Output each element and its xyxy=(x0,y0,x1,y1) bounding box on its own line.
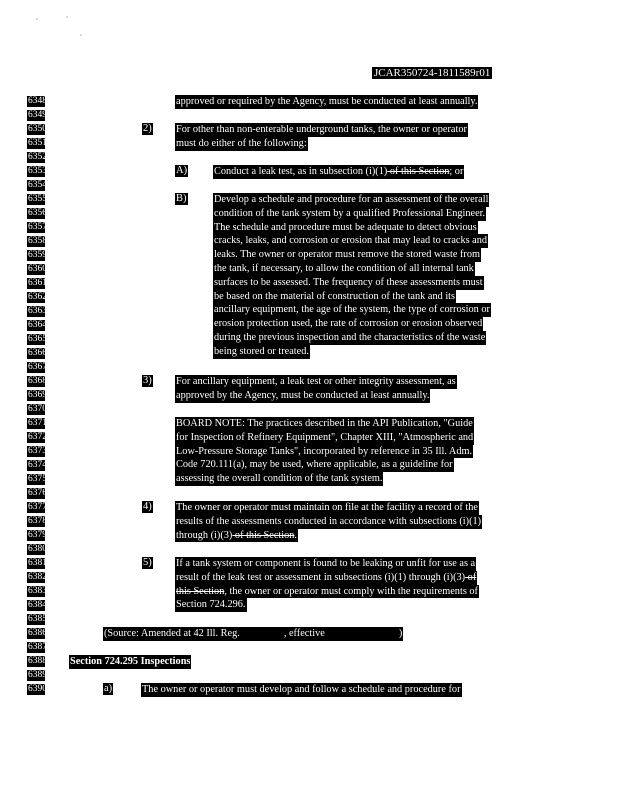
line-number: 6353 xyxy=(28,166,47,176)
text-line: approved by the Agency, must be conducted at least annually. xyxy=(176,389,430,401)
item-4-text xyxy=(175,501,535,542)
line-number: 6367 xyxy=(28,362,47,372)
line-number: 6383 xyxy=(28,586,47,596)
struck-text: of this Section xyxy=(232,529,295,541)
text-line: Code 720.111(a), may be used, where applicable, as a guideline for xyxy=(176,459,453,471)
item-a-text xyxy=(141,683,521,697)
text-run: ; or xyxy=(449,166,464,177)
document-id-header: JCAR350724-1811589r01 xyxy=(374,67,491,79)
item-marker: 2) xyxy=(143,123,152,134)
text-line: Low-Pressure Storage Tanks", incorporated by reference in 35 Ill. Adm. xyxy=(176,445,473,457)
text-line: leaks. The owner or operator must remove the stored waste from xyxy=(214,249,481,261)
text-line: The owner or operator must maintain on file at the facility a record of the xyxy=(176,502,478,513)
item-marker: a) xyxy=(104,683,113,694)
text-line: cracks, leaks, and corrosion or erosion that may lead to cracks and xyxy=(214,235,488,247)
line-number: 6376 xyxy=(28,488,47,498)
text-line xyxy=(213,165,464,179)
text-line: assessing the overall condition of the tank system. xyxy=(176,473,383,485)
text-run: (Source: Amended at 42 Ill. Reg. xyxy=(104,628,240,639)
text-run: , effective xyxy=(283,628,325,639)
item-marker: 3) xyxy=(143,375,152,386)
line-number: 6372 xyxy=(28,432,47,442)
line-number: 6354 xyxy=(28,180,47,190)
line-number: 6357 xyxy=(28,222,47,232)
line-number: 6350 xyxy=(28,124,47,134)
text-line: For other than non-enterable underground tanks, the owner or operator xyxy=(176,124,467,135)
text-run: , the owner or operator must comply with the requirements of xyxy=(224,585,478,597)
item-3-text xyxy=(175,375,535,403)
text-line: during the previous inspection and the characteristics of the waste xyxy=(214,331,486,343)
item-marker: B) xyxy=(176,193,187,204)
text-run: result of the leak test or assessment in subsections (i)(1) through (i)(3) xyxy=(176,571,466,583)
text-line: be based on the material of construction of the tank and its xyxy=(214,290,456,302)
line-number: 6368 xyxy=(28,376,47,386)
line-number: 6390 xyxy=(28,684,47,694)
text-line: approved or required by the Agency, must be conducted at least annually. xyxy=(176,96,478,107)
text-line: being stored or treated. xyxy=(214,345,309,357)
line-number: 6371 xyxy=(28,418,47,428)
item-2b-text xyxy=(213,193,543,359)
line-number: 6387 xyxy=(28,642,47,652)
text-line: Develop a schedule and procedure for an assessment of the overall xyxy=(214,194,489,205)
line-number: 6380 xyxy=(28,544,47,554)
heading-text: Section 724.295 Inspections xyxy=(70,656,191,667)
line-number: 6373 xyxy=(28,446,47,456)
line-number: 6364 xyxy=(28,320,47,330)
line-number: 6374 xyxy=(28,460,47,470)
item-marker: 4) xyxy=(143,501,152,512)
text-line: must do either of the following: xyxy=(176,137,307,149)
source-note xyxy=(103,627,443,641)
text-line: ancillary equipment, the age of the system, the type of corrosion or xyxy=(214,304,490,316)
line-number: 6388 xyxy=(28,656,47,666)
struck-text: this Section xyxy=(176,585,225,597)
line-number: 6379 xyxy=(28,530,47,540)
line-number: 6389 xyxy=(28,670,47,680)
text-line xyxy=(175,571,477,585)
paragraph-continuation xyxy=(175,95,535,109)
text-line: If a tank system or component is found to be leaking or unfit for use as a xyxy=(176,558,476,569)
line-number: 6355 xyxy=(28,194,47,204)
text-line: for Inspection of Refinery Equipment", Chapter XIII, "Atmospheric and xyxy=(176,431,474,443)
line-number: 6366 xyxy=(28,348,47,358)
line-number: 6378 xyxy=(28,516,47,526)
line-number: 6385 xyxy=(28,614,47,624)
text-run: Conduct a leak test, as in subsection (i)(1) xyxy=(214,166,388,177)
text-line: erosion protection used, the rate of corrosion or erosion observed xyxy=(214,318,483,330)
text-line: the tank, if necessary, to allow the condition of all internal tank xyxy=(214,262,474,274)
item-5-text xyxy=(175,557,535,612)
line-number: 6375 xyxy=(28,474,47,484)
section-heading xyxy=(69,655,269,669)
line-number: 6351 xyxy=(28,138,47,148)
line-number: 6384 xyxy=(28,600,47,610)
board-note xyxy=(175,417,535,486)
text-line xyxy=(103,627,403,641)
item-marker: A) xyxy=(176,165,188,176)
text-line: Section 724.296. xyxy=(176,599,246,611)
item-marker: 5) xyxy=(143,557,152,568)
line-number: 6369 xyxy=(28,390,47,400)
text-line: results of the assessments conducted in accordance with subsections (i)(1) xyxy=(176,515,482,527)
line-number: 6362 xyxy=(28,292,47,302)
line-number: 6365 xyxy=(28,334,47,344)
text-line: The schedule and procedure must be adequate to detect obvious xyxy=(214,221,477,233)
scan-artifact xyxy=(36,14,96,40)
struck-text: of xyxy=(465,571,477,583)
line-number: 6370 xyxy=(28,404,47,414)
line-number: 6356 xyxy=(28,208,47,218)
text-line: For ancillary equipment, a leak test or other integrity assessment, as xyxy=(176,376,456,387)
line-number: 6348 xyxy=(28,96,47,106)
line-number: 6360 xyxy=(28,264,47,274)
line-number: 6382 xyxy=(28,572,47,582)
text-line: condition of the tank system by a qualified Professional Engineer. xyxy=(214,207,486,219)
text-run: through (i)(3) xyxy=(176,529,233,541)
text-run: . xyxy=(294,529,297,541)
line-number: 6352 xyxy=(28,152,47,162)
text-line xyxy=(175,585,479,599)
text-run: ) xyxy=(398,628,403,639)
line-number: 6386 xyxy=(28,628,47,638)
line-number: 6349 xyxy=(28,110,47,120)
line-number: 6363 xyxy=(28,306,47,316)
text-line: surfaces to be assessed. The frequency of these assessments must xyxy=(214,276,483,288)
line-number: 6381 xyxy=(28,558,47,568)
line-number: 6359 xyxy=(28,250,47,260)
text-line: BOARD NOTE: The practices described in the API Publication, "Guide xyxy=(176,418,473,429)
line-number: 6361 xyxy=(28,278,47,288)
struck-text: of this Section xyxy=(387,166,450,177)
text-line: The owner or operator must develop and follow a schedule and procedure for xyxy=(142,684,461,695)
item-2a-text xyxy=(213,165,543,179)
text-line xyxy=(175,529,298,543)
line-number: 6377 xyxy=(28,502,47,512)
line-number: 6358 xyxy=(28,236,47,246)
item-2-text xyxy=(175,123,535,151)
